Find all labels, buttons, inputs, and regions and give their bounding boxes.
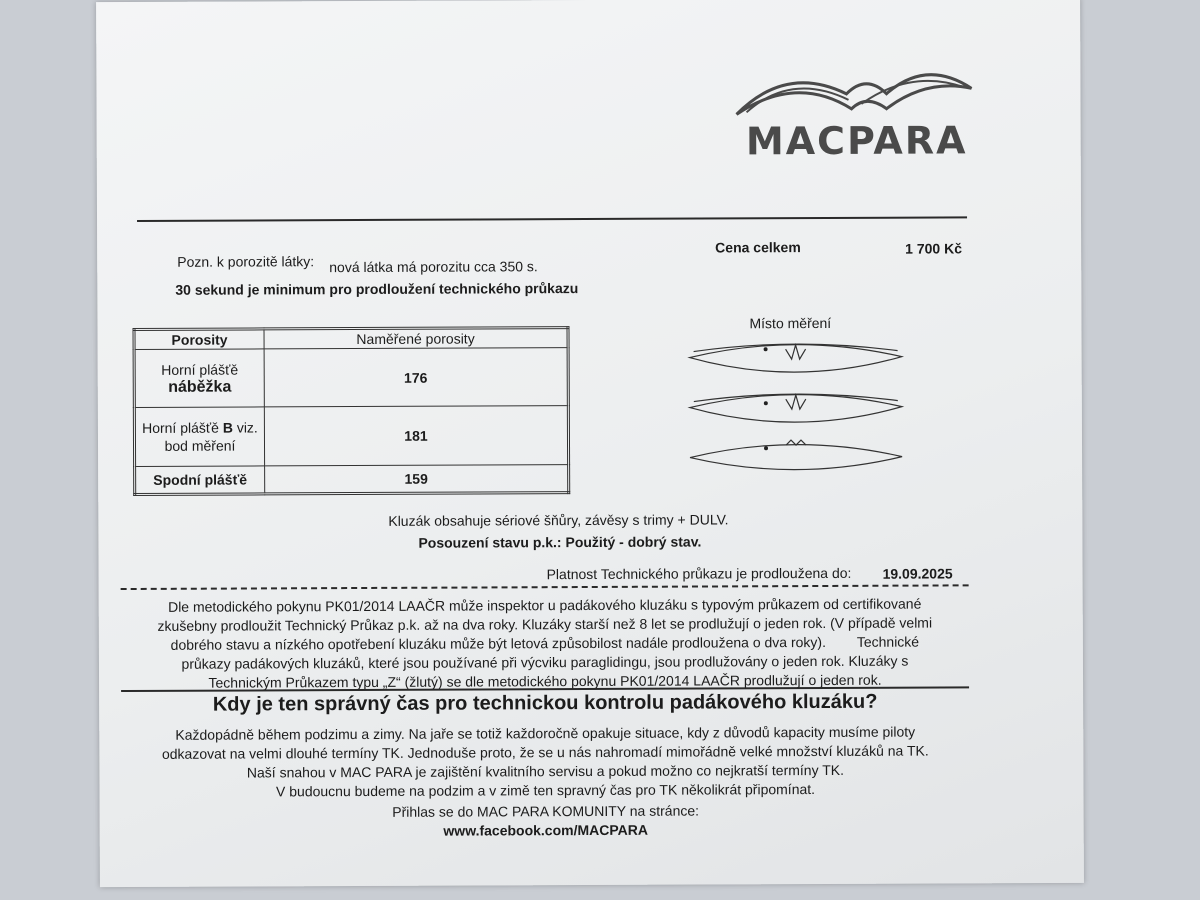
lines-note: Kluzák obsahuje sériové šňůry, závěsy s trimy + DULV. — [388, 511, 729, 529]
row-label-part: viz. — [232, 419, 258, 436]
dashed-divider — [121, 584, 969, 590]
assessment: Posouzení stavu p.k.: Použitý - dobrý stav. — [418, 533, 702, 551]
footer-line: Každopádně během podzimu a zimy. Na jaře se totiž každoročně opakuje situace, kdy z důvodů kapacity musíme piloty — [175, 723, 916, 743]
document-paper — [96, 0, 1084, 887]
regulation-paragraph — [121, 594, 969, 693]
porosity-table — [132, 326, 570, 496]
porosity-note-label: Pozn. k porozitě látky: — [177, 253, 315, 270]
row-label: Spodní plášťě — [135, 466, 265, 495]
footer-line: V budoucnu budeme na podzim a v zimě ten spravný čas pro TK několikrát připomínat. — [275, 781, 816, 800]
row-label-line: náběžka — [168, 378, 232, 396]
row-label-line: Horní plášťě — [161, 361, 239, 378]
regulation-line: dobrého stavu a nízkého opotřebení kluzáku může být letová způsobilost nadále prodloužena o dva roky). Technické — [170, 633, 920, 653]
table-header-row — [134, 328, 568, 350]
validity-date: 19.09.2025 — [882, 565, 953, 582]
row-label — [134, 407, 264, 466]
col-header-measured: Naměřené porosity — [264, 328, 568, 349]
row-label-line: bod měření — [164, 437, 236, 454]
regulation-line: zkušebny prodloužit Technický Průkaz p.k. až na dva roky. Kluzáky starší než 8 let se prodlužují o jeden rok. (V případě velmi — [157, 614, 933, 634]
row-value: 181 — [264, 406, 568, 466]
col-header-porosity: Porosity — [134, 329, 264, 350]
logo-text: MACPARA — [745, 118, 968, 164]
table-row — [134, 348, 568, 408]
signup-text: Přihlas se do MAC PARA KOMUNITY na stránce: — [392, 802, 700, 820]
row-value: 176 — [264, 348, 568, 408]
table-row — [135, 464, 569, 494]
porosity-note-value: nová látka má porozitu cca 350 s. — [329, 258, 538, 276]
total-label: Cena celkem — [715, 239, 801, 256]
measurement-diagram — [685, 315, 906, 486]
row-label-part: B — [222, 419, 233, 436]
table-row — [134, 406, 568, 466]
diagram-title: Místo měření — [749, 314, 832, 332]
facebook-link[interactable]: www.facebook.com/MACPARA — [443, 821, 649, 839]
glider-outline-icons — [686, 337, 907, 488]
glider-bottom-icon — [690, 444, 902, 470]
footer-heading: Kdy je ten správný čas pro technickou kontrolu padákového kluzáku? — [212, 690, 878, 716]
row-label-line — [140, 418, 260, 437]
regulation-line: Dle metodického pokynu PK01/2014 LAAČR může inspektor u padákového kluzáku s typovým průkazem od certifikované — [168, 595, 922, 615]
row-value: 159 — [265, 464, 569, 494]
header-divider — [137, 216, 967, 222]
footer-paragraph — [121, 722, 969, 802]
validity-label: Platnost Technického průkazu je prodloužena do: — [546, 564, 852, 583]
total-value: 1 700 Kč — [905, 240, 963, 257]
minimum-note: 30 sekund je minimum pro prodloužení technického průkazu — [175, 280, 579, 298]
regulation-line: Technickým Průkazem typu „Z“ (žlutý) se dle metodického pokynu PK01/2014 LAAČR prodlužují o jeden rok. — [208, 671, 882, 691]
macpara-logo — [726, 53, 987, 174]
row-label — [134, 349, 264, 408]
footer-line: odkazovat na velmi dlouhé termíny TK. Jednoduše proto, že se u nás nahromadí mimořádně velké množství kluzáků na TK. — [161, 742, 929, 762]
regulation-line: průkazy padákových kluzáků, které jsou používané při výcviku paraglidingu, jsou prodlužovány o jeden rok. Kluzáky s — [181, 652, 909, 672]
footer-line: Naší snahou v MAC PARA je zajištění kvalitního servisu a pokud možno co nejkratší termíny TK. — [246, 761, 844, 781]
row-label-part: Horní plášťě — [142, 419, 223, 436]
